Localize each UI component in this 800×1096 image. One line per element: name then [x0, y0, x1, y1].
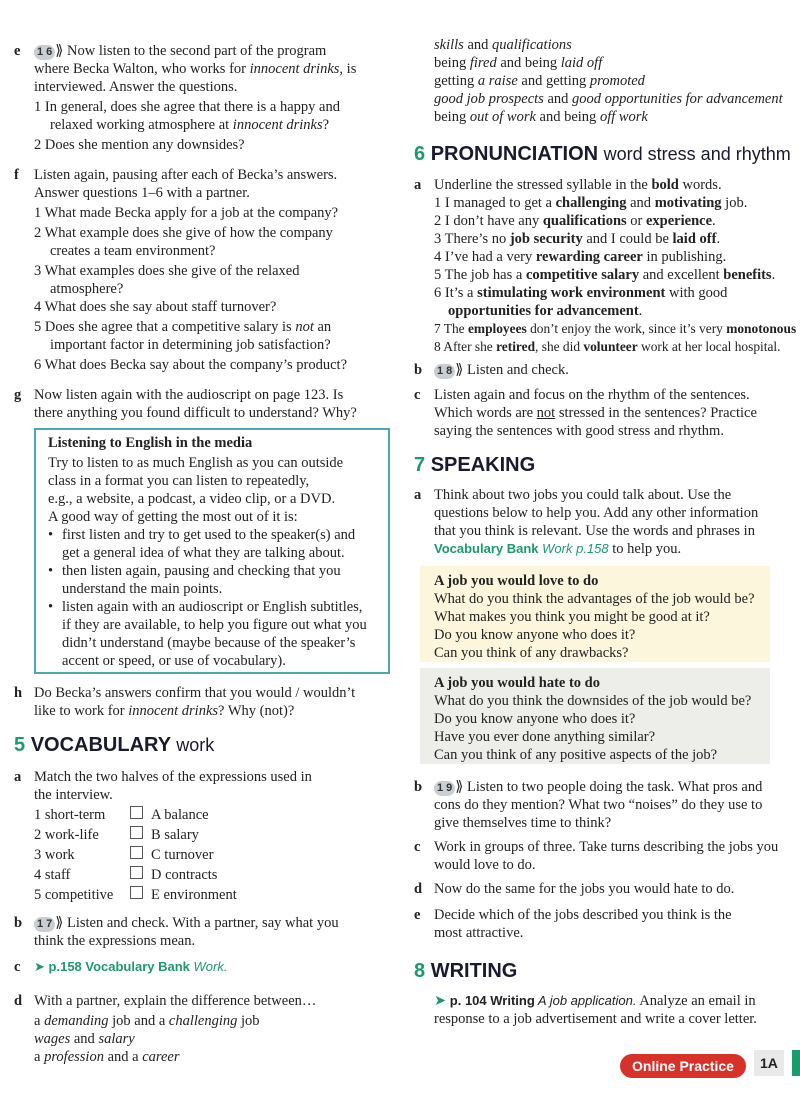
vocab-pairs-list: skills and qualifications being fired and being laid off getting a raise and getting promoted good job prospects and good opportunities for advancement being out of work and being off work — [434, 37, 783, 125]
writing-task: ➤ p. 104 Writing A job application. Analyze an email in response to a job advertisement and write a cover letter. — [434, 993, 757, 1027]
arrow-icon: ➤ — [34, 959, 45, 974]
matching-row: 4 staff D contracts — [34, 867, 218, 883]
page-edge-bar — [792, 1050, 800, 1076]
checkbox[interactable] — [130, 866, 143, 879]
job-love-box: A job you would love to do What do you think the advantages of the job would be? What makes you think you might be good at it? Do you know anyone who does it? Can you think of any drawbacks? — [420, 566, 770, 662]
section-title-vocabulary: 5 VOCABULARY work — [14, 734, 215, 756]
section-title-speaking: 7 SPEAKING — [414, 454, 536, 476]
matching-row: 5 competitive E environment — [34, 887, 237, 903]
matching-row: 1 short-term A balance — [34, 807, 209, 823]
exercise-letter: e — [14, 43, 21, 59]
matching-table — [34, 806, 294, 906]
unit-label: 1A — [754, 1050, 784, 1076]
left-column: e 1 6 ⟫ Now listen to the second part of the program where Becka Walton, who works for innocent drinks, is interviewed. Answer the questions. 1 In general, does she agree that there is a happy and relaxed working atmosphere at innocent drinks? 2 Does she mention any downsides? f Listen again, pausing after each of Becka’s answers. Answer questions 1–6 with a partner. 1 What made Becka apply for a job at the company? 2 What example does she give of how the company creates a team environment? 3 What examples does she give of the relaxed atmosphere? 4 What does she say about staff turnover? 5 Does she agree that a competitive salary is not an important factor in determining job satisfaction? 6 What does Becka say about the company’s product? g Now listen again with the audioscript on page 123. Is there anything you found difficult to understand? Why? Listening to English in the media Try to listen to as much English as you can outside class in a format you can listen to repeatedly, e.g., a website, a podcast, a video clip, or a DVD. A good way of getting the most out of it is: • first listen and try to get used to the speaker(s) and get a general idea of what they are talking about. • then listen again, pausing and checking that you understand the main points. • listen again with an audioscript or English subtitles, if they are available, to help you figure out what you didn’t understand (maybe because of the speaker’s accent or speed, or use of vocabulary). h Do Becka’s answers confirm that you would / wouldn’t like to work for innocent drinks? Why (not)? 5 VOCABULARY work a Match the two halves of the expressions used in the interview. 1 short-term A balance 2 work-life B salary 3 work C turnover 4 staff D contracts 5 competitive E environment b 1 7 ⟫ Listen and check. With a partner, say what you think the expressions mean. c ➤ p.158 Vocabulary Bank Work. d With a partner, explain the difference between… a demanding job and a challenging job wages and salary a profession and a career — [14, 0, 384, 1096]
audio-track-icon[interactable]: 1 9 — [434, 781, 455, 796]
arrow-icon: ➤ — [434, 993, 447, 1009]
vocabulary-bank-link[interactable]: p.158 Vocabulary Bank — [48, 959, 190, 974]
checkbox[interactable] — [130, 826, 143, 839]
section-title-pronunciation: 6 PRONUNCIATION word stress and rhythm — [414, 143, 791, 165]
matching-row: 3 work C turnover — [34, 847, 214, 863]
section-title-writing: 8 WRITING — [414, 960, 518, 982]
vocabulary-bank-link[interactable]: Vocabulary Bank — [434, 541, 539, 556]
checkbox[interactable] — [130, 886, 143, 899]
right-column: skills and qualifications being fired and being laid off getting a raise and getting promoted good job prospects and good opportunities for advancement being out of work and being off work 6 PRONUNCIATION word stress and rhythm a Underline the stressed syllable in the bold words. 1 I managed to get a challenging and motivating job. 2 I don’t have any qualifications or experience. 3 There’s no job security and I could be laid off. 4 I’ve had a very rewarding career in publishing. 5 The job has a competitive salary and excellent benefits. 6 It’s a stimulating work environment with good opportunities for advancement. 7 The employees don’t enjoy the work, since it’s very monotonous 8 After she retired, she did volunteer work at her local hospital. b 1 8 ⟫ Listen and check. c Listen again and focus on the rhythm of the sentences. Which words are not stressed in the sentences? Practice saying the sentences with good stress and rhythm. 7 SPEAKING a Think about two jobs you could talk about. Use the questions below to help you. Add any other information that you think is relevant. Use the words and phrases in Vocabulary Bank Work p.158 to help you. A job you would love to do What do you think the advantages of the job would be? What makes you think you might be good at it? Do you know anyone who does it? Can you think of any drawbacks? A job you would hate to do What do you think the downsides of the job would be? Do you know anyone who does it? Have you ever done anything similar? Can you think of any positive aspects of the job? b 1 9 ⟫ Listen to two people doing the task. What pros and cons do they mention? What two “noises” do they use to give themselves time to think? c Work in groups of three. Take turns describing the jobs you would love to do. d Now do the same for the jobs you would hate to do. e Decide which of the jobs described you think is the most attractive. 8 WRITING ➤ p. 104 Writing A job application. Analyze an email in response to a job advertisement and write a cover letter. — [414, 0, 800, 1096]
job-hate-box: A job you would hate to do What do you think the downsides of the job would be? Do you know anyone who does it? Have you ever done anything similar? Can you think of any positive aspects of the job? — [420, 668, 770, 764]
online-practice-button[interactable]: Online Practice — [620, 1054, 746, 1078]
matching-row: 2 work-life B salary — [34, 827, 199, 843]
checkbox[interactable] — [130, 806, 143, 819]
media-tip-box: Listening to English in the media Try to listen to as much English as you can outside class in a format you can listen to repeatedly, e.g., a website, a podcast, a video clip, or a DVD. A good way of getting the most out of it is: • first listen and try to get used to the speaker(s) and get a general idea of what they are talking about. • then listen again, pausing and checking that you understand the main points. • listen again with an audioscript or English subtitles, if they are available, to help you figure out what you didn’t understand (maybe because of the speaker’s accent or speed, or use of vocabulary). — [34, 428, 390, 674]
checkbox[interactable] — [130, 846, 143, 859]
audio-track-icon[interactable]: 1 7 — [34, 917, 55, 932]
media-tip-title: Listening to English in the media — [48, 435, 253, 451]
writing-link[interactable]: p. 104 Writing — [449, 993, 535, 1008]
audio-track-icon[interactable]: 1 8 — [434, 364, 455, 379]
audio-track-icon[interactable]: 1 6 — [34, 45, 55, 60]
